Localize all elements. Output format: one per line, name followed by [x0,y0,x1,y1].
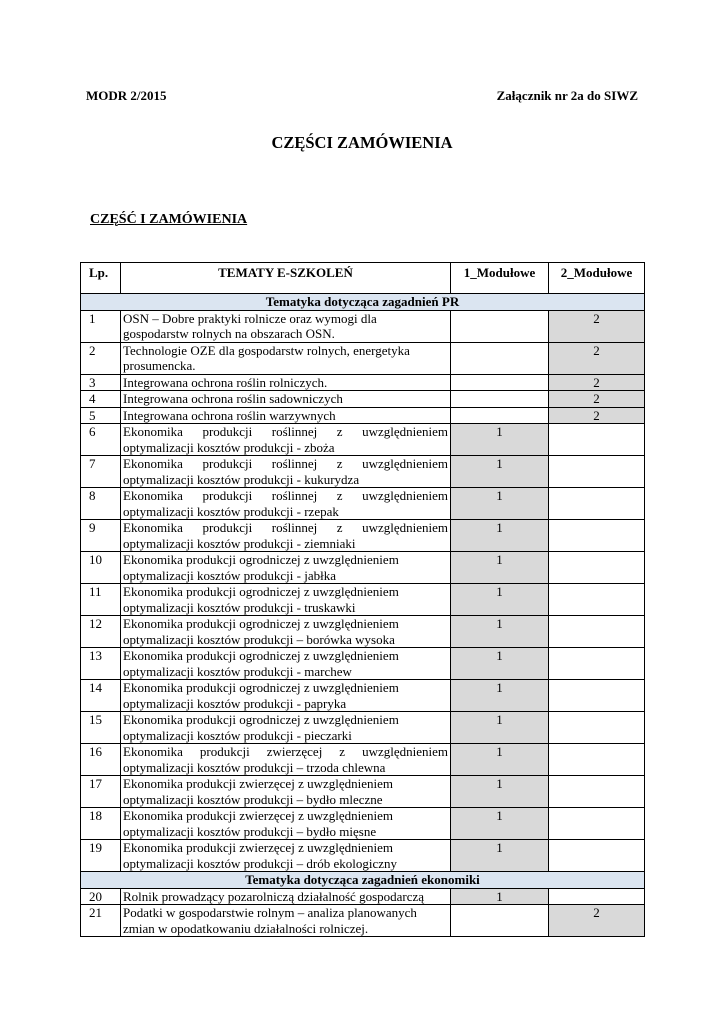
module-2-cell [549,840,645,872]
module-2-cell [549,488,645,520]
topic-cell [121,407,451,424]
module-1-cell: 1 [451,456,549,488]
row-number: 12 [81,616,121,648]
row-number: 6 [81,424,121,456]
topic-line: Ekonomika produkcji zwierzęcej z uwzględnieniem [123,808,394,823]
row-number: 8 [81,488,121,520]
topic-cell [121,905,451,937]
section-header-title: Tematyka dotycząca zagadnień PR [81,294,645,311]
row-number: 15 [81,712,121,744]
topic-cell [121,888,451,905]
topic-line: Ekonomika produkcji zwierzęcej z uwzględnieniem [123,840,394,855]
document-reference: MODR 2/2015 [86,88,167,103]
module-2-cell [549,744,645,776]
module-1-cell: 1 [451,616,549,648]
topic-line: optymalizacji kosztów produkcji – trzoda chlewna [123,759,386,775]
table-row [81,374,645,391]
module-1-cell: 1 [451,488,549,520]
topic-line: Ekonomika produkcji zwierzęcej z uwzględnieniem [123,744,448,759]
topic-line: Integrowana ochrona roślin rolniczych. [123,374,328,390]
topic-line: Ekonomika produkcji roślinnej z uwzględnieniem [123,520,448,535]
topic-line: Rolnik prowadzący pozarolniczą działalność gospodarczą [123,888,425,904]
module-2-cell [549,424,645,456]
module-1-cell: 1 [451,584,549,616]
module-2-cell [549,712,645,744]
module-1-cell [451,905,549,937]
module-1-cell: 1 [451,520,549,552]
module-1-cell [451,342,549,374]
module-1-cell: 1 [451,680,549,712]
table-row [81,712,645,744]
module-1-cell [451,407,549,424]
topic-cell [121,744,451,776]
topic-cell [121,488,451,520]
table-row [81,342,645,374]
table-row [81,840,645,872]
section-header-row [81,294,645,311]
table-row [81,648,645,680]
topic-cell [121,680,451,712]
topic-line: optymalizacji kosztów produkcji - jabłka [123,567,336,583]
row-number: 13 [81,648,121,680]
topic-cell [121,310,451,342]
topic-line: Ekonomika produkcji ogrodniczej z uwzględnieniem [123,648,399,663]
module-1-cell [451,374,549,391]
module-2-cell [549,888,645,905]
table-row [81,456,645,488]
topic-line: Ekonomika produkcji roślinnej z uwzględnieniem [123,424,448,439]
table-row [81,584,645,616]
row-number: 9 [81,520,121,552]
row-number: 10 [81,552,121,584]
topic-line: Ekonomika produkcji ogrodniczej z uwzględnieniem [123,712,399,727]
row-number: 18 [81,808,121,840]
module-1-cell: 1 [451,552,549,584]
topic-line: optymalizacji kosztów produkcji – drób ekologiczny [123,855,398,871]
table-row [81,905,645,937]
module-2-cell: 2 [549,342,645,374]
table-row [81,407,645,424]
table-row [81,808,645,840]
row-number: 14 [81,680,121,712]
module-1-cell: 1 [451,776,549,808]
topic-line: Ekonomika produkcji roślinnej z uwzględnieniem [123,456,448,471]
topic-line: prosumencka. [123,358,196,373]
table-row [81,744,645,776]
module-2-cell [549,520,645,552]
row-number: 2 [81,342,121,374]
topic-line: optymalizacji kosztów produkcji - papryka [123,695,347,711]
topic-line: optymalizacji kosztów produkcji - marchew [123,663,352,679]
module-2-cell: 2 [549,310,645,342]
table-row [81,424,645,456]
topic-cell [121,374,451,391]
topic-line: Podatki w gospodarstwie rolnym – analiza planowanych [123,905,417,920]
topic-cell [121,776,451,808]
topic-cell [121,552,451,584]
table-row [81,888,645,905]
table-row [81,680,645,712]
topic-line: optymalizacji kosztów produkcji - kukurydza [123,471,360,487]
topic-line: optymalizacji kosztów produkcji – borówka wysoka [123,631,395,647]
table-row [81,552,645,584]
topic-line: OSN – Dobre praktyki rolnicze oraz wymogi dla [123,310,377,326]
attachment-label: Załącznik nr 2a do SIWZ [496,88,638,103]
topic-line: Technologie OZE dla gospodarstw rolnych, energetyka [123,342,410,358]
row-number: 1 [81,310,121,342]
row-number: 11 [81,584,121,616]
module-2-cell [549,456,645,488]
topic-cell [121,391,451,408]
column-header-lp: Lp. [81,263,121,294]
module-1-cell: 1 [451,888,549,905]
section-header-row [81,872,645,889]
row-number: 20 [81,888,121,905]
row-number: 5 [81,407,121,424]
topic-line: Ekonomika produkcji roślinnej z uwzględnieniem [123,488,448,503]
table-row [81,391,645,408]
topic-cell [121,808,451,840]
table-row [81,488,645,520]
row-number: 21 [81,905,121,937]
row-number: 17 [81,776,121,808]
row-number: 16 [81,744,121,776]
module-2-cell: 2 [549,905,645,937]
table-row [81,776,645,808]
topic-cell [121,342,451,374]
module-1-cell [451,391,549,408]
topic-cell [121,712,451,744]
topic-line: Ekonomika produkcji zwierzęcej z uwzględnieniem [123,776,394,791]
module-2-cell [549,680,645,712]
topic-line: zmian w opodatkowaniu działalności rolniczej. [123,920,369,936]
module-1-cell [451,310,549,342]
row-number: 19 [81,840,121,872]
module-2-cell [549,552,645,584]
module-2-cell [549,776,645,808]
topic-line: optymalizacji kosztów produkcji - pieczarki [123,727,352,743]
module-2-cell [549,616,645,648]
topic-line: optymalizacji kosztów produkcji - rzepak [123,503,339,519]
column-header-module-2: 2_Modułowe [549,263,645,294]
document-title: CZĘŚCI ZAMÓWIENIA [271,133,453,152]
topic-line: gospodarstw rolnych na obszarach OSN. [123,326,335,341]
topic-cell [121,616,451,648]
column-header-topics: TEMATY E-SZKOLEŃ [121,263,451,294]
topic-line: optymalizacji kosztów produkcji – bydło mleczne [123,791,383,807]
table-body [81,294,645,937]
training-topics-table [80,262,645,937]
topic-line: Ekonomika produkcji ogrodniczej z uwzględnieniem [123,584,399,599]
section-header-title: Tematyka dotycząca zagadnień ekonomiki [81,872,645,889]
topic-line: optymalizacji kosztów produkcji - truskawki [123,599,356,615]
row-number: 4 [81,391,121,408]
module-1-cell: 1 [451,808,549,840]
table-row [81,616,645,648]
topic-line: optymalizacji kosztów produkcji - zboża [123,439,335,455]
topic-line: Ekonomika produkcji ogrodniczej z uwzględnieniem [123,616,399,631]
topic-cell [121,584,451,616]
module-1-cell: 1 [451,648,549,680]
topic-cell [121,520,451,552]
topic-line: Integrowana ochrona roślin warzywnych [123,407,336,423]
module-1-cell: 1 [451,712,549,744]
table-row [81,520,645,552]
topic-line: Ekonomika produkcji ogrodniczej z uwzględnieniem [123,552,399,567]
module-2-cell: 2 [549,391,645,408]
row-number: 7 [81,456,121,488]
topic-cell [121,424,451,456]
module-2-cell [549,648,645,680]
module-1-cell: 1 [451,424,549,456]
section-title: CZĘŚĆ I ZAMÓWIENIA [90,212,248,227]
module-2-cell [549,584,645,616]
topic-line: Ekonomika produkcji ogrodniczej z uwzględnieniem [123,680,399,695]
table-row [81,310,645,342]
table-header-row [81,263,645,294]
topic-cell [121,840,451,872]
module-2-cell: 2 [549,374,645,391]
topic-line: Integrowana ochrona roślin sadowniczych [123,391,343,406]
module-2-cell: 2 [549,407,645,424]
topic-cell [121,648,451,680]
row-number: 3 [81,374,121,391]
module-1-cell: 1 [451,840,549,872]
module-2-cell [549,808,645,840]
module-1-cell: 1 [451,744,549,776]
topic-line: optymalizacji kosztów produkcji – bydło mięsne [123,823,377,839]
column-header-module-1: 1_Modułowe [451,263,549,294]
topic-cell [121,456,451,488]
topic-line: optymalizacji kosztów produkcji - ziemniaki [123,535,356,551]
